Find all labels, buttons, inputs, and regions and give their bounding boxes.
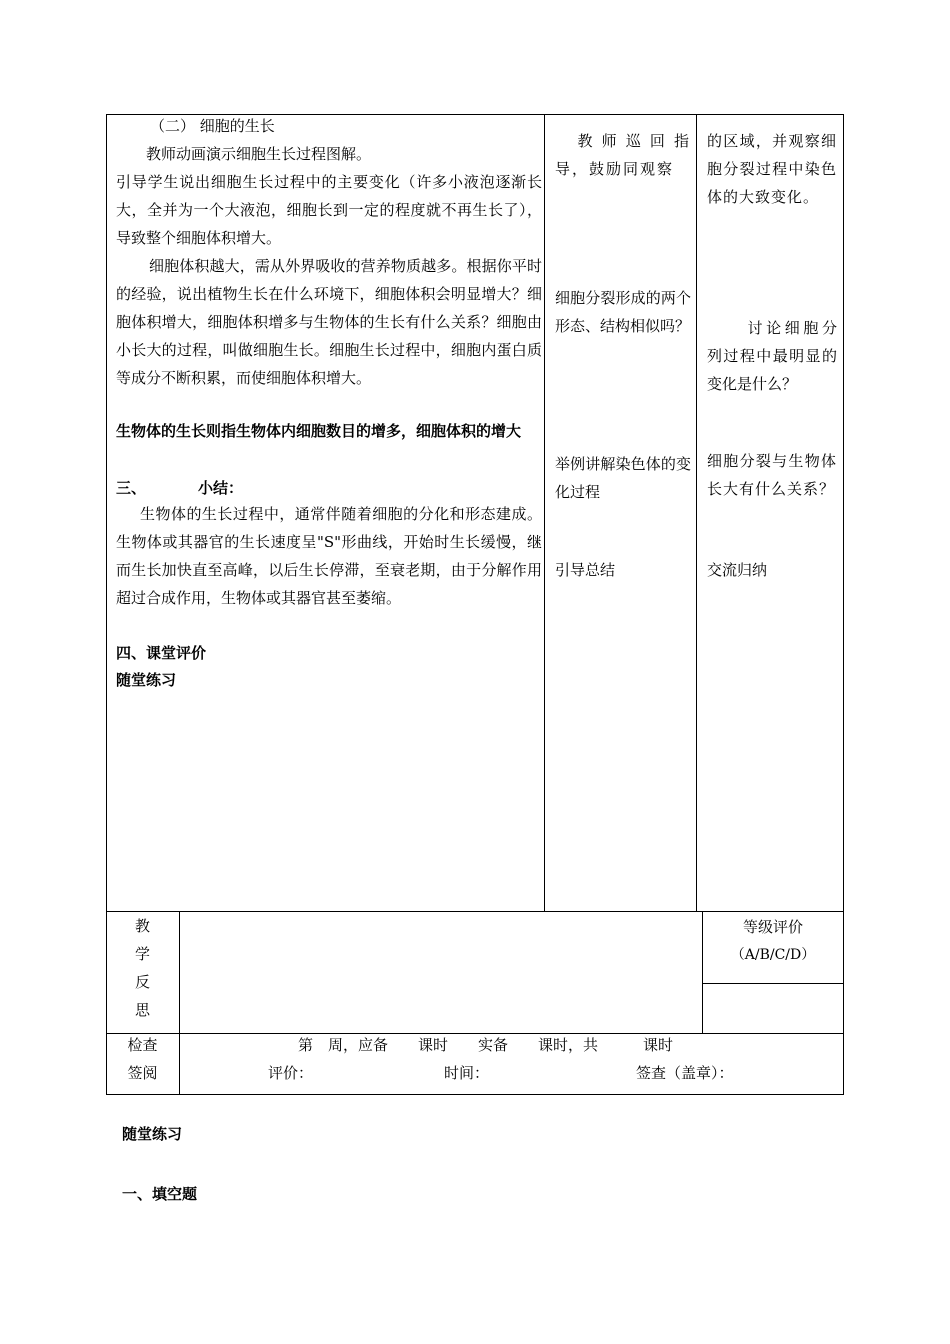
teacher-activity: 教师巡回指导，鼓励同观察 [555, 132, 691, 178]
eval-field: 评价： [268, 1064, 314, 1082]
teacher-activity: 举例讲解染色体的变化过程 [555, 455, 691, 501]
bold-paragraph: 生物体的生长则指生物体内细胞数目的增多，细胞体积的增大 [116, 422, 522, 440]
paragraph: 生物体的生长过程中，通常伴随着细胞的分化和形态建成。生物体或其器官的生长速度呈"S"形曲线，开始时生长缓慢，继而生长加快直至高峰，以后生长停滞，至衰老期，由于分解作用超过合成作用，生物体或其器官甚至萎缩。 [116, 505, 542, 607]
student-activity: 交流归纳 [707, 561, 768, 579]
paragraph: 教师动画演示细胞生长过程图解。 [146, 145, 372, 163]
fill-blank-heading: 一、填空题 [122, 1185, 198, 1203]
time-field: 时间： [444, 1064, 490, 1082]
student-activity: 细胞分裂与生物体长大有什么关系？ [707, 452, 837, 498]
paragraph: 引导学生说出细胞生长过程中的主要变化（许多小液泡逐渐长大，全并为一个大液泡，细胞长到一定的程度就不再生长了），导致整个细胞体积增大。 [116, 173, 542, 247]
signature-field: 签查（盖章）： [636, 1064, 734, 1082]
paragraph: 细胞体积越大，需从外界吸收的营养物质越多。根据你平时的经验，说出植物生长在什么环境下，细胞体积会明显增大？细胞体积增大，细胞体积增多与生物体的生长有什么关系？细胞由小长大的过程，叫做细胞生长。细胞生长过程中，细胞内蛋白质等成分不断积累，而使细胞体积增大。 [116, 257, 542, 387]
student-activity: 讨论细胞分列过程中最明显的变化是什么？ [707, 319, 837, 393]
divider [702, 983, 844, 984]
divider [106, 911, 844, 912]
summary-number: 三、 [116, 479, 147, 497]
practice-heading: 随堂练习 [122, 1125, 183, 1143]
summary-heading [116, 474, 542, 502]
evaluation-heading: 四、课堂评价 [116, 644, 207, 662]
summary-label: 小结： [198, 479, 244, 497]
divider [544, 114, 545, 912]
practice-label: 随堂练习 [116, 671, 177, 689]
check-label: 检查 签阅 [127, 1036, 158, 1082]
teacher-activity: 细胞分裂形成的两个形态、结构相似吗？ [555, 289, 691, 335]
student-activity: 的区域，并观察细胞分裂过程中染色体的大致变化。 [707, 132, 837, 206]
section-heading: （二） 细胞的生长 [150, 117, 275, 135]
divider [179, 911, 180, 1095]
grade-options: （A/B/C/D） [730, 947, 816, 963]
teacher-activity: 引导总结 [555, 561, 616, 579]
divider [696, 114, 697, 912]
reflection-label: 教 学 反 思 [134, 917, 150, 1019]
week-hours: 第 周，应备 课时 实备 课时，共 课时 [298, 1036, 674, 1054]
grade-label: 等级评价 [742, 918, 803, 936]
